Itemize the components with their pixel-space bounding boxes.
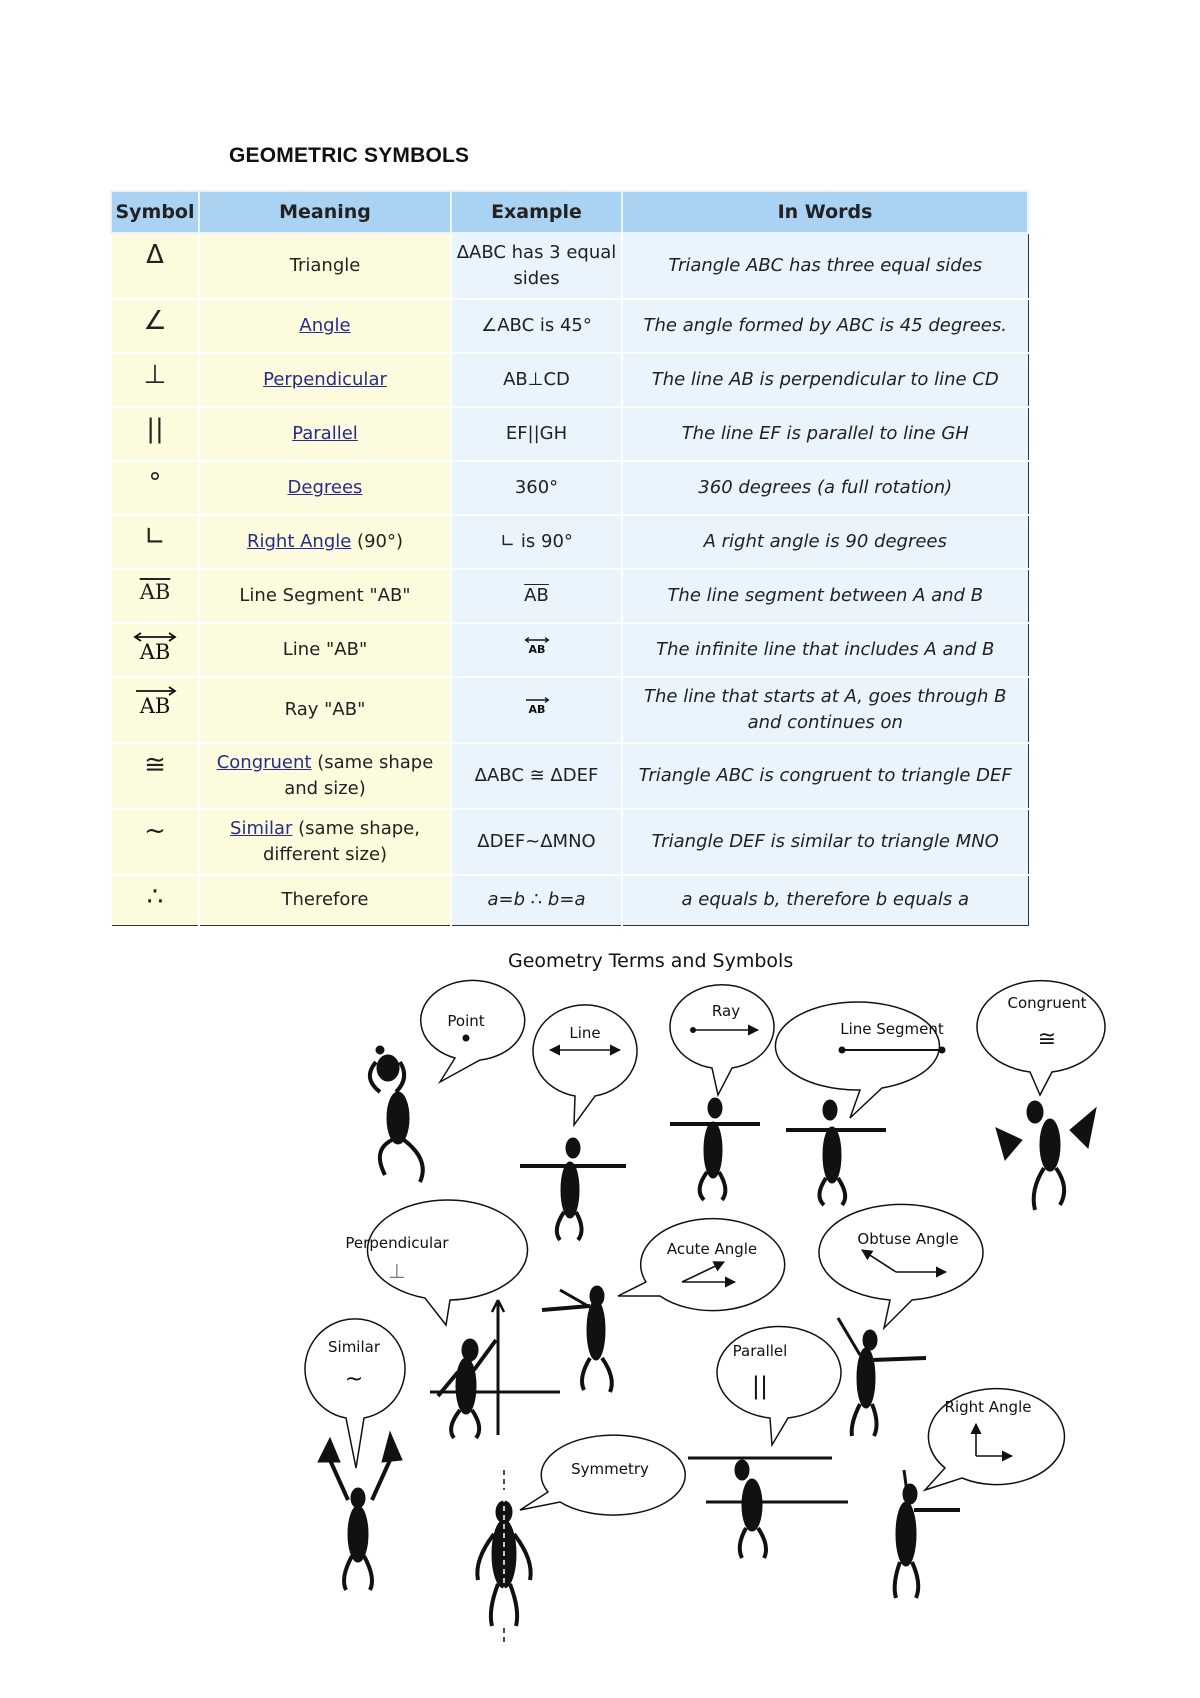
meaning-suffix: (same shape and size) bbox=[284, 752, 434, 799]
words-cell: A right angle is 90 degrees bbox=[622, 515, 1028, 569]
similar-stick-figure bbox=[318, 1432, 402, 1590]
acute-angle-label: Acute Angle bbox=[666, 1240, 758, 1258]
example-cell: ∟ is 90° bbox=[451, 515, 622, 569]
parallel-bubble bbox=[717, 1326, 841, 1445]
congruent-label: Congruent bbox=[1007, 994, 1087, 1012]
right-angle-bubble bbox=[925, 1389, 1064, 1490]
point-label: Point bbox=[447, 1012, 485, 1030]
words-cell: The line EF is parallel to line GH bbox=[622, 407, 1028, 461]
obtuse-angle-bubble bbox=[819, 1204, 983, 1328]
example-cell: AB⊥CD bbox=[451, 353, 622, 407]
symbol-cell: ∟ bbox=[111, 515, 199, 569]
meaning-cell: Line "AB" bbox=[199, 623, 451, 677]
congruent-stick-figure bbox=[996, 1101, 1096, 1210]
example-cell: 360° bbox=[451, 461, 622, 515]
symmetry-stick-figure bbox=[477, 1470, 530, 1642]
header-meaning: Meaning bbox=[199, 191, 451, 233]
meaning-cell: Line Segment "AB" bbox=[199, 569, 451, 623]
ray-bubble bbox=[670, 985, 774, 1095]
parallel-stick-figure bbox=[688, 1458, 848, 1558]
words-cell: 360 degrees (a full rotation) bbox=[622, 461, 1028, 515]
ray-label: Ray bbox=[711, 1002, 741, 1020]
words-cell: Triangle ABC has three equal sides bbox=[622, 233, 1028, 299]
line-label: Line bbox=[569, 1024, 601, 1042]
ray-symbol-text: AB bbox=[139, 694, 171, 716]
degrees-link[interactable]: Degrees bbox=[287, 477, 363, 498]
similar-symbol-icon: ~ bbox=[344, 1367, 364, 1392]
symbol-cell: ∴ bbox=[111, 875, 199, 925]
line-segment-bubble bbox=[775, 1002, 945, 1118]
meaning-suffix: (90°) bbox=[351, 531, 403, 552]
meaning-text: Triangle bbox=[289, 255, 361, 276]
example-cell: ∠ABC is 45° bbox=[451, 299, 622, 353]
ray-stick-figure bbox=[670, 1098, 760, 1200]
meaning-suffix: (same shape, different size) bbox=[262, 818, 420, 865]
angle-link[interactable]: Angle bbox=[299, 315, 351, 336]
congruent-bubble bbox=[977, 981, 1105, 1095]
acute-stick-figure bbox=[542, 1286, 612, 1392]
congruent-symbol-icon: ≅ bbox=[1037, 1027, 1057, 1052]
obtuse-angle-label: Obtuse Angle bbox=[857, 1230, 959, 1248]
words-cell: The angle formed by ABC is 45 degrees. bbox=[622, 299, 1028, 353]
symmetry-label: Symmetry bbox=[571, 1460, 649, 1478]
obtuse-stick-figure bbox=[838, 1318, 926, 1436]
parallel-label: Parallel bbox=[732, 1342, 788, 1360]
words-cell: The line AB is perpendicular to line CD bbox=[622, 353, 1028, 407]
perpendicular-label: Perpendicular bbox=[345, 1234, 449, 1252]
page-title: GEOMETRIC SYMBOLS bbox=[229, 144, 470, 167]
words-cell: The line that starts at A, goes through B and continues on bbox=[622, 677, 1028, 743]
header-in-words: In Words bbox=[622, 191, 1028, 233]
similar-link[interactable]: Similar bbox=[230, 818, 293, 839]
line-bubble bbox=[533, 1005, 637, 1125]
point-bubble bbox=[421, 980, 525, 1082]
example-cell: ΔABC has 3 equal sides bbox=[451, 233, 622, 299]
parallel-symbol-icon: || bbox=[751, 1372, 769, 1400]
example-cell: a=b ∴ b=a bbox=[451, 875, 622, 925]
symbol-cell: ∠ bbox=[111, 299, 199, 353]
perpendicular-stick-figure bbox=[430, 1300, 560, 1438]
similar-label: Similar bbox=[328, 1338, 380, 1356]
acute-angle-bubble bbox=[618, 1219, 785, 1311]
symbol-cell: ~ bbox=[111, 809, 199, 875]
line-symbol-text: AB bbox=[139, 640, 171, 662]
right-angle-link[interactable]: Right Angle bbox=[246, 531, 352, 552]
segment-example: $\overline{AB}$ bbox=[524, 585, 549, 606]
example-cell: EF||GH bbox=[451, 407, 622, 461]
segment-stick-figure bbox=[786, 1100, 886, 1205]
symbol-cell: ⊥ bbox=[111, 353, 199, 407]
perpendicular-link[interactable]: Perpendicular bbox=[263, 369, 387, 390]
symbol-cell: Δ bbox=[111, 233, 199, 299]
meaning-cell: Ray "AB" bbox=[199, 677, 451, 743]
point-dot-icon bbox=[463, 1035, 470, 1042]
parallel-link[interactable]: Parallel bbox=[292, 423, 358, 444]
line-segment-label: Line Segment bbox=[840, 1020, 944, 1038]
perpendicular-symbol-icon: ⊥ bbox=[388, 1259, 406, 1283]
symbol-cell: ° bbox=[111, 461, 199, 515]
congruent-link[interactable]: Congruent bbox=[216, 752, 312, 773]
example-cell: ΔABC ≅ ΔDEF bbox=[451, 743, 622, 809]
words-cell: a equals b, therefore b equals a bbox=[622, 875, 1028, 925]
words-cell: Triangle DEF is similar to triangle MNO bbox=[622, 809, 1028, 875]
symbol-cell: || bbox=[111, 407, 199, 461]
header-example: Example bbox=[451, 191, 622, 233]
line-stick-figure bbox=[520, 1138, 626, 1240]
header-symbol: Symbol bbox=[111, 191, 199, 233]
words-cell: The infinite line that includes A and B bbox=[622, 623, 1028, 677]
line-example-text: AB bbox=[528, 643, 545, 655]
segment-symbol: $\overline{AB}$ bbox=[139, 580, 171, 604]
point-stick-figure bbox=[370, 1046, 423, 1182]
right-angle-label: Right Angle bbox=[944, 1398, 1032, 1416]
ray-example-text: AB bbox=[528, 703, 545, 715]
cartoon-title: Geometry Terms and Symbols bbox=[508, 950, 794, 972]
meaning-cell: Therefore bbox=[199, 875, 451, 925]
words-cell: Triangle ABC is congruent to triangle DEF bbox=[622, 743, 1028, 809]
symmetry-bubble bbox=[520, 1435, 685, 1515]
words-cell: The line segment between A and B bbox=[622, 569, 1028, 623]
example-cell: ΔDEF~ΔMNO bbox=[451, 809, 622, 875]
symbol-cell: ≅ bbox=[111, 743, 199, 809]
